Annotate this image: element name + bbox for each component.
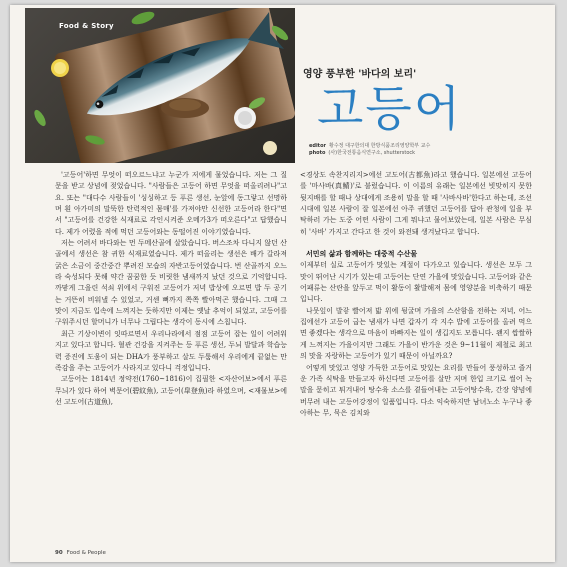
section-tag: Food & Story xyxy=(59,22,114,30)
credit-photo: photo (사)한국전통음식연구소, shutterstock xyxy=(309,150,416,156)
credit-editor: editor 황수정 대구한의대 한방식품조리영양학부 교수 xyxy=(309,143,431,149)
body-paragraph: 나뭇잎이 발갛 빨어져 밟 위에 뒹굴며 가을의 스산함을 전하는 저녁, 어느 집에선가 고등어 굽는 냄새가 나면 갑자기 각 지수 밥에 고등어를 올려 먹으면 좋겠다는 생각으로 마음이 바빠지는 일이 생깁지도 모릅니다. 왠지 쌉쌀하게 느껴지는 가을이지만 그래도 가을이 반가운 것은 9~11월이 제철로 최고의 맛을 자랑하는 고등어가 있기 때문이 아닐까요? xyxy=(300,306,532,361)
page-number: 90 xyxy=(55,550,63,556)
article-title: 고등어 xyxy=(317,81,463,137)
magazine-name: Food & People xyxy=(66,550,106,556)
magazine-page xyxy=(10,5,555,562)
section-subhead: 서민의 삶과 함께하는 대중적 수산물 xyxy=(306,250,418,259)
body-paragraph: '고등어'하면 무엇이 떠오르느냐고 누군가 저에게 물었습니다. 저는 그 질문을 받고 상념에 젖었습니다. "사람들은 고등어 하면 무엇을 떠올리려나"고요. 또는 "대다수 사람들이 '싱싱하고 등 푸른 생선, 눈앞에 동그랗고 선명하며 흰 아가미의 말뚝한 탄력적인 몸매'를 가져야만 신선한 고등어라 한다"면서 "고등어를 건강한 식재료로 각인시켜준 오메가3가 떠오른다"고 답했습니다. 제가 어렸을 적에 먹던 고등어와는 동떨어진 이야기였습니다. xyxy=(55,171,287,236)
left-column xyxy=(55,170,287,408)
body-paragraph: 고등어는 1814년 정약전(1760~1816)이 집필한 <자산어보>에서 푸른 무늬가 있다 하여 벽문어(碧紋魚), 고등어(皐登魚)라 하였으며, <재물보>에선 고도어(古道魚), xyxy=(55,375,287,406)
credits xyxy=(309,143,539,157)
body-paragraph: 어떻게 맛있고 영양 가득한 고등어로 맛있는 요리를 만들어 풍성하고 즐거운 가족 식탁을 만들고자 하신다면 고등어를 살만 저며 한입 크기로 썰어 녹말을 묻히고 튀겨내어 탕수육 소스를 곁들여내는 고등어탕수육, 간장 양념에 버무려 내는 고등어강정이 일품입니다. 다소 익숙하지만 남녀노소 누구나 좋아하는 무, 묵은 김치와 xyxy=(300,363,532,417)
body-paragraph: 저는 어려서 바다와는 먼 두메산골에 살았습니다. 버스조차 다니지 않던 산골에서 생선은 참 귀한 식재료였습니다. 제가 떠올리는 생선은 배가 갈라져 굵은 소금이 중간중간 뿌려진 모습의 자반고등어였습니다. 번 산골까지 오느라 숙성되다 못해 약간 꿈꿈한 듯 비릿한 냄새까지 났던 것으로 기억합니다. 까맣게 그을린 석쇠 위에서 구워진 고등어가 저녁 밥상에 오르면 밥 두 공기는 거뜬히 비워낼 수 있었고, 거센 뼈까지 쪽쪽 빨아먹곤 했습니다. 그때 그 맛이 지금도 입속에 느껴지는 듯하지만 이제는 옛날 추억이 되었고, 고등어를 구워주시던 할머니가 너무나 그립다는 생각이 동시에 스칩니다. xyxy=(55,239,287,327)
page-footer xyxy=(55,550,106,556)
right-column xyxy=(300,170,532,419)
mackerel-illustration xyxy=(25,8,295,163)
body-paragraph: <경상도 속찬지리지>에선 고도어(古都魚)라고 했습니다. 일본에선 고등어를 '마사바(真鯖)'로 불렀습니다. 이 이름의 유래는 일본에선 빗맞히지 못한 뒷지배를 할 때나 상대에게 조용히 말을 할 때 '사바사바'한다고 하는데, 조선 시대에 일본 사람이 잘 일본에선 아주 귀했던 고등어를 답아 관청에 일을 부탁하러 가는 도중 어떤 사람이 그게 뭐냐고 물어보았는데, 일본 사람은 무심히 '사바' 가지고 간다고 한 것이 와전돼 생겨났다고 합니다. xyxy=(300,171,532,236)
body-paragraph: 이제부터 실로 고등어가 맛있는 계절이 다가오고 있습니다. 생선은 모두 그 맛이 뛰어난 시기가 있는데 고등어는 단연 가을에 맛있습니다. 고등어와 같은 어패류는 산란을 앞두고 먹이 활동이 활발해져 몸에 영양분을 비축하기 때문입니다. xyxy=(300,261,532,304)
herb-leaf xyxy=(130,9,156,27)
body-paragraph: 최근 기상이변이 잇따르면서 우리나라에서 점점 고등어 잡는 일이 어려워지고 있다고 합니다. 혈관 건강을 지켜주는 등 푸른 생선, 두뇌 발달과 학습능력 증진에 도움이 되는 DHA가 풍부하고 살도 두툼해서 우리에게 끝없는 만족감을 주는 고등어가 사라지고 있다니 걱정입니다. xyxy=(55,329,287,372)
article-kicker: 영양 풍부한 '바다의 보리' xyxy=(303,69,417,80)
food-photo xyxy=(25,8,295,163)
